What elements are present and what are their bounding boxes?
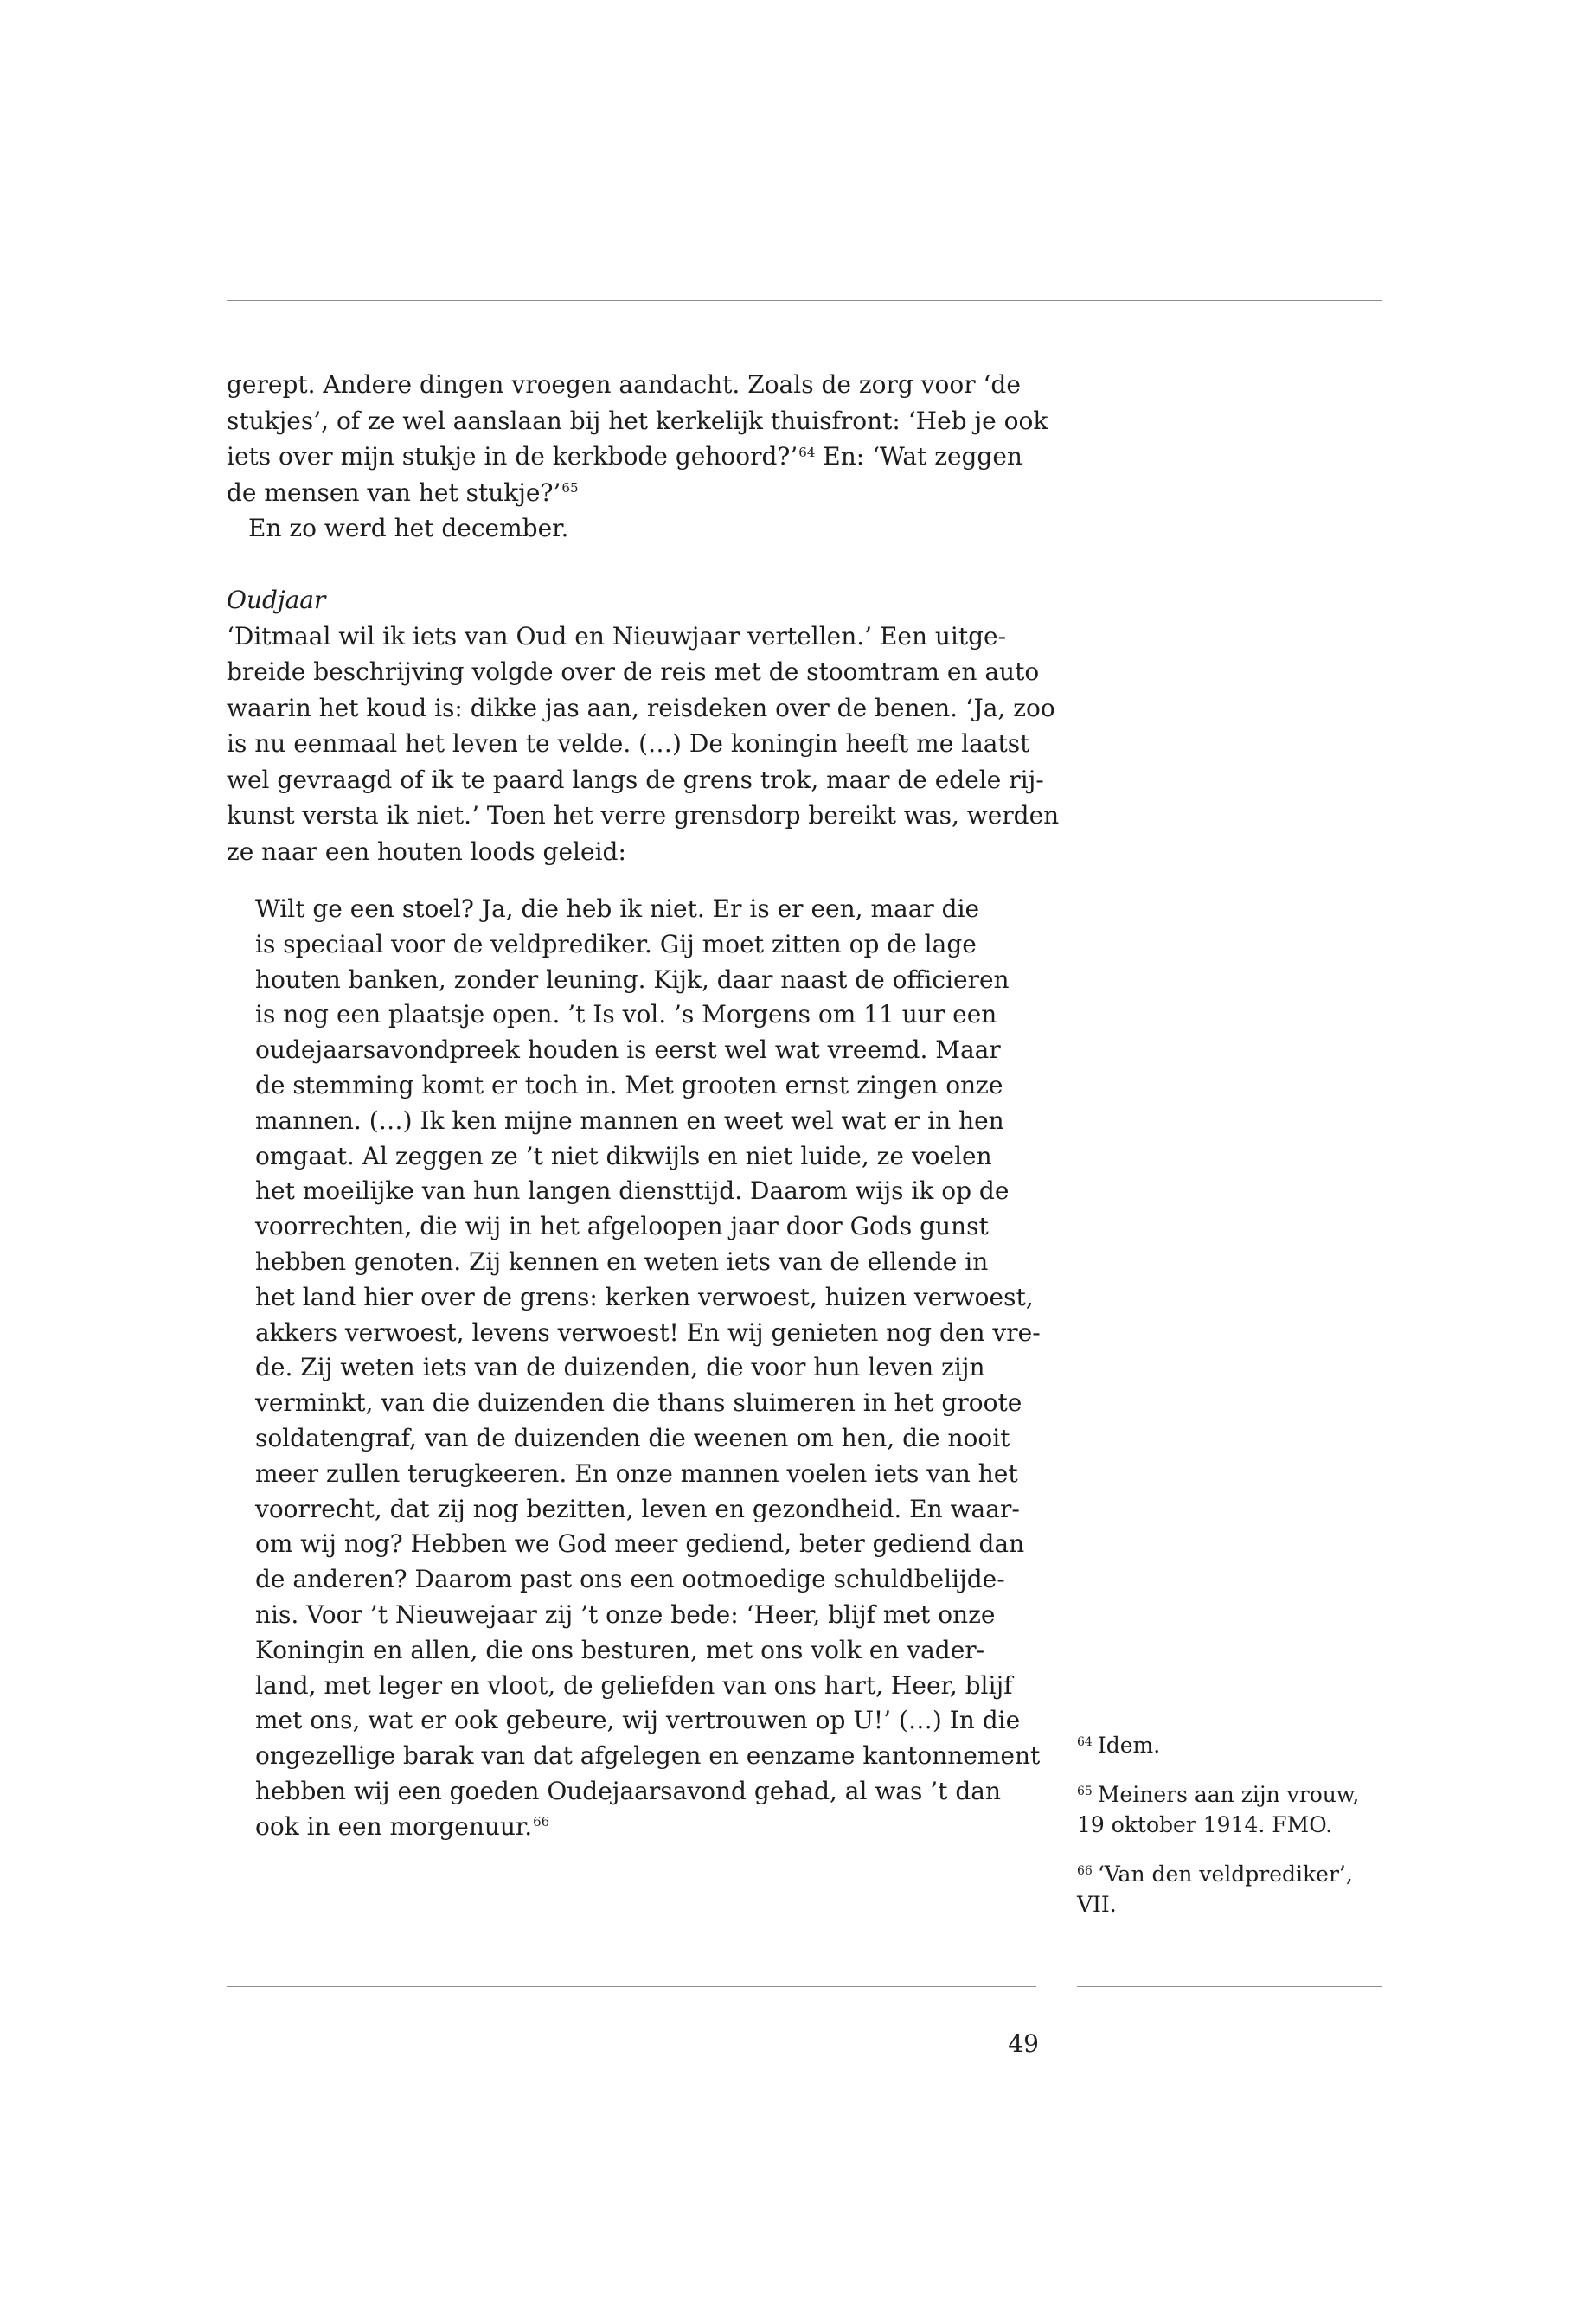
footnote-65 [1077,1779,1388,1840]
body-line: waarin het koud is: dikke jas aan, reisdeken over de benen. ‘Ja, zoo [227,693,1055,722]
footnote-ref-64[interactable]: 64 [798,444,816,460]
body-line: kunst versta ik niet.’ Toen het verre grensdorp bereikt was, werden [227,801,1060,830]
body-paragraph-2 [227,582,1060,869]
footnote-ref-65[interactable]: 65 [561,480,579,497]
quote-line: ongezellige barak van dat afgelegen en eenzame kantonnement [255,1741,1041,1771]
body-line: gerept. Andere dingen vroegen aandacht. Zoals de zorg voor ‘de [227,370,1021,399]
body-line-text: En: ‘Wat zeggen [815,442,1022,471]
quote-line: om wij nog? Hebben we God meer gediend, beter gediend dan [255,1529,1025,1559]
footnote-number: 66 [1077,1863,1093,1878]
body-line: breide beschrijving volgde over de reis met de stoomtram en auto [227,657,1040,686]
quote-line: oudejaarsavondpreek houden is eerst wel wat vreemd. Maar [255,1035,1001,1065]
quote-line: omgaat. Al zeggen ze ’t niet dikwijls en niet luide, ze voelen [255,1141,992,1170]
body-line [227,439,1040,475]
quote-line: meer zullen terugkeeren. En onze mannen voelen iets van het [255,1458,1018,1488]
quote-line: mannen. (…) Ik ken mijne mannen en weet wel wat er in hen [255,1106,1004,1135]
quote-line: de anderen? Daarom past ons een ootmoedige schuldbelijde- [255,1565,1005,1594]
quote-line: het land hier over de grens: kerken verwoest, huizen verwoest, [255,1282,1034,1311]
quote-line: Wilt ge een stoel? Ja, die heb ik niet. Er is er een, maar die [255,894,980,923]
quote-line: nis. Voor ’t Nieuwejaar zij ’t onze bede: ‘Heer, blijf met onze [255,1599,996,1629]
bottom-rule-main [227,1986,1036,1987]
quote-line: met ons, wat er ook gebeure, wij vertrouwen op U!’ (…) In die [255,1706,1021,1735]
footnote-64 [1077,1730,1388,1760]
footnote-number: 65 [1077,1784,1093,1798]
quote-line: akkers verwoest, levens verwoest! En wij genieten nog den vre- [255,1317,1041,1347]
section-heading: Oudjaar [227,586,326,614]
quote-line: Koningin en allen, die ons besturen, met ons volk en vader- [255,1635,985,1664]
footnote-66 [1077,1859,1388,1920]
quote-line [255,1810,1038,1845]
bottom-rule-notes [1077,1986,1382,1987]
footnote-number: 64 [1077,1734,1093,1749]
quote-line: land, met leger en vloot, de geliefden van ons hart, Heer, blijf [255,1670,1013,1700]
footnote-ref-66[interactable]: 66 [533,1814,550,1830]
body-line: ze naar een houten loods geleid: [227,836,626,866]
footnote-text: Meiners aan zijn vrouw, [1097,1782,1360,1807]
body-paragraph-1 [227,367,1048,547]
quote-line: verminkt, van die duizenden die thans sluimeren in het groote [255,1388,1022,1418]
footnotes [1077,1730,1388,1939]
quote-line: het moeilijke van hun langen diensttijd. Daarom wijs ik op de [255,1176,1010,1206]
quote-line: is speciaal voor de veldprediker. Gij moet zitten op de lage [255,929,977,958]
footnote-text: Idem. [1097,1733,1161,1758]
quote-line: de stemming komt er toch in. Met grooten ernst zingen onze [255,1070,1003,1099]
body-line [227,475,1040,511]
quote-line: is nog een plaatsje open. ’t Is vol. ’s Morgens om 11 uur een [255,1000,997,1029]
quote-line: voorrecht, dat zij nog bezitten, leven en gezondheid. En waar- [255,1494,1020,1523]
page-number: 49 [1008,2029,1039,2058]
quote-line: soldatengraf, van de duizenden die weenen om hen, die nooit [255,1423,1010,1452]
block-quote [255,892,1041,1845]
footnote-text: VII. [1077,1892,1117,1917]
body-line: ‘Ditmaal wil ik iets van Oud en Nieuwjaar vertellen.’ Een uitge- [227,621,1007,651]
quote-line: houten banken, zonder leuning. Kijk, daar naast de officieren [255,965,1010,994]
quote-line: voorrechten, die wij in het afgeloopen jaar door Gods gunst [255,1212,989,1241]
body-line-text: iets over mijn stukje in de kerkbode gehoord?’ [227,442,798,471]
quote-line: de. Zij weten iets van de duizenden, die voor hun leven zijn [255,1353,985,1382]
body-line: wel gevraagd of ik te paard langs de grens trok, maar de edele rij- [227,765,1044,794]
body-line: is nu eenmaal het leven te velde. (…) De koningin heeft me laatst [227,729,1030,758]
quote-line: hebben genoten. Zij kennen en weten iets van de ellende in [255,1247,989,1276]
top-rule [227,300,1382,301]
body-line: stukjes’, of ze wel aanslaan bij het kerkelijk thuisfront: ‘Heb je ook [227,406,1048,435]
quote-line-text: ook in een morgenuur. [255,1811,533,1841]
quote-line: hebben wij een goeden Oudejaarsavond gehad, al was ’t dan [255,1776,1001,1805]
body-line-text: de mensen van het stukje?’ [227,478,561,507]
footnote-text: 19 oktober 1914. FMO. [1077,1812,1333,1837]
footnote-text: ‘Van den veldprediker’, [1097,1862,1353,1887]
body-line: En zo werd het december. [248,514,569,542]
